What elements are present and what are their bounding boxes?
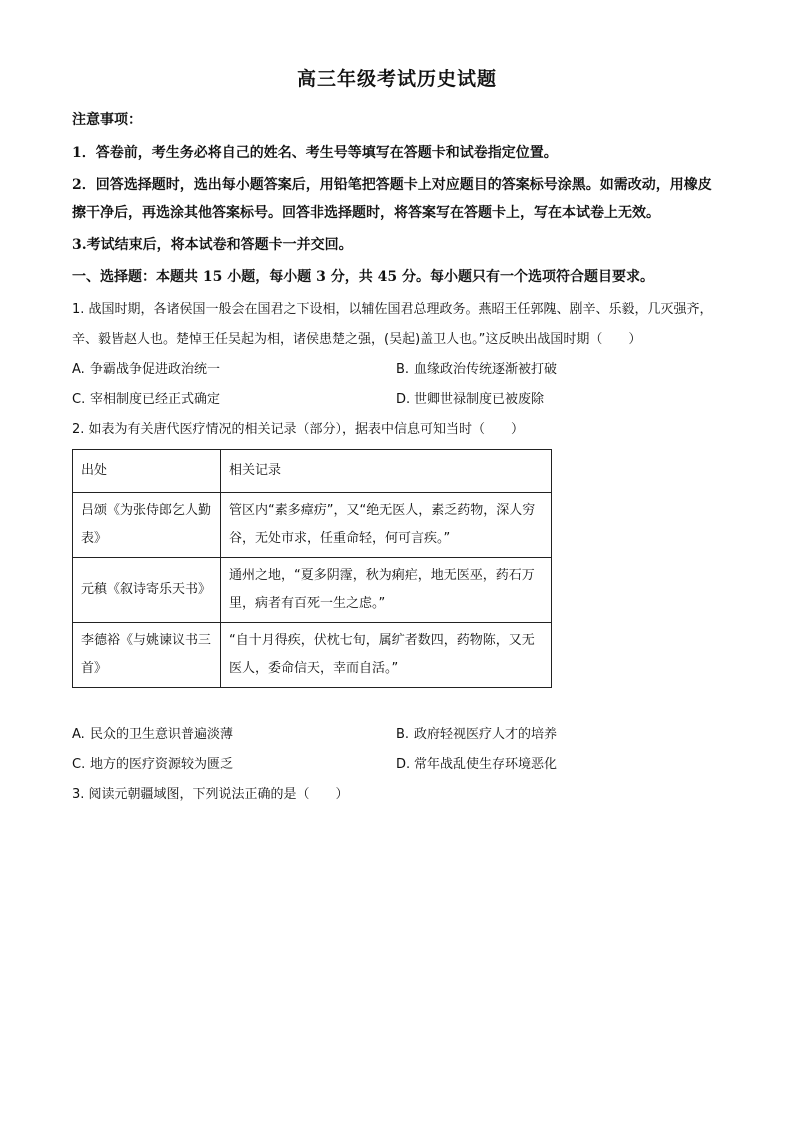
page-title: 高三年级考试历史试题 <box>296 68 497 90</box>
question-stem: 1. 战国时期，各诸侯国一般会在国君之下设相，以辅佐国君总理政务。燕昭王任郭隗、剧辛、乐毅，几灭强齐，辛、毅皆赵人也。楚悼王任吴起为相，诸侯患楚之强，(吴起)盖卫人也。”这反映出战国时期（ ） <box>72 302 713 347</box>
option-b[interactable] <box>396 720 720 750</box>
option-letter: A. <box>72 727 85 742</box>
option-c[interactable] <box>72 750 396 780</box>
option-d[interactable] <box>396 750 720 780</box>
table-header-cell: 出处 <box>73 450 221 493</box>
option-list <box>72 355 722 415</box>
question-2 <box>72 415 722 780</box>
table-cell-record: 通州之地，“夏多阴霪，秋为痢疟，地无医巫，药石万里，病者有百死一生之虑。” <box>221 558 552 623</box>
table-cell-source: 元稹《叙诗寄乐天书》 <box>73 558 221 623</box>
option-list <box>72 720 722 780</box>
table-cell-source: 李德裕《与姚谏议书三首》 <box>73 623 221 688</box>
notice-heading: 注意事项： <box>72 112 142 128</box>
option-letter: B. <box>396 727 410 742</box>
notice-item-3: 3.考试结束后，将本试卷和答题卡一并交回。 <box>72 237 353 253</box>
option-text: 世卿世禄制度已被废除 <box>414 392 545 407</box>
notice-item-1: 1．答卷前，考生务必将自己的姓名、考生号等填写在答题卡和试卷指定位置。 <box>72 145 558 161</box>
notice-item-2: 2．回答选择题时，选出每小题答案后，用铅笔把答题卡上对应题目的答案标号涂黑。如需改动，用橡皮擦干净后，再选涂其他答案标号。回答非选择题时，将答案写在答题卡上，写在本试卷上无效。 <box>72 177 712 221</box>
notice-block <box>72 109 722 259</box>
question-1 <box>72 295 722 415</box>
section-heading: 一、选择题：本题共 15 小题，每小题 3 分，共 45 分。每小题只有一个选项符合题目要求。 <box>72 269 654 285</box>
option-d[interactable] <box>396 385 720 415</box>
option-text: 民众的卫生意识普遍淡薄 <box>90 727 234 742</box>
option-letter: C. <box>72 392 86 407</box>
option-text: 争霸战争促进政治统一 <box>90 362 221 377</box>
option-letter: A. <box>72 362 85 377</box>
table-cell-record: 管区内“素多瘴疠”，又“绝无医人，素乏药物，深人穷谷，无处市求，任重命轻，何可言疾。” <box>221 493 552 558</box>
option-a[interactable] <box>72 720 396 750</box>
table-cell-source: 吕颂《为张侍郎乞人勤表》 <box>73 493 221 558</box>
table-header-row <box>73 450 552 493</box>
option-a[interactable] <box>72 355 396 385</box>
option-c[interactable] <box>72 385 396 415</box>
option-letter: C. <box>72 757 86 772</box>
table-row <box>73 493 552 558</box>
option-text: 常年战乱使生存环境恶化 <box>414 757 558 772</box>
option-b[interactable] <box>396 355 720 385</box>
option-text: 地方的医疗资源较为匮乏 <box>90 757 234 772</box>
table-header-cell: 相关记录 <box>221 450 552 493</box>
option-letter: D. <box>396 757 411 772</box>
option-letter: B. <box>396 362 410 377</box>
question-3 <box>72 780 722 810</box>
table-row <box>73 623 552 688</box>
table-row <box>73 558 552 623</box>
option-text: 血缘政治传统逐渐被打破 <box>414 362 558 377</box>
question-stem: 3. 阅读元朝疆域图，下列说法正确的是（ ） <box>72 787 349 802</box>
option-text: 宰相制度已经正式确定 <box>90 392 221 407</box>
question-stem: 2. 如表为有关唐代医疗情况的相关记录（部分），据表中信息可知当时（ ） <box>72 422 525 437</box>
option-text: 政府轻视医疗人才的培养 <box>414 727 558 742</box>
table-cell-record: “自十月得疾，伏枕七旬，属纩者数四，药物陈，又无医人，委命信天，幸而自活。” <box>221 623 552 688</box>
records-table <box>72 449 552 688</box>
option-letter: D. <box>396 392 411 407</box>
